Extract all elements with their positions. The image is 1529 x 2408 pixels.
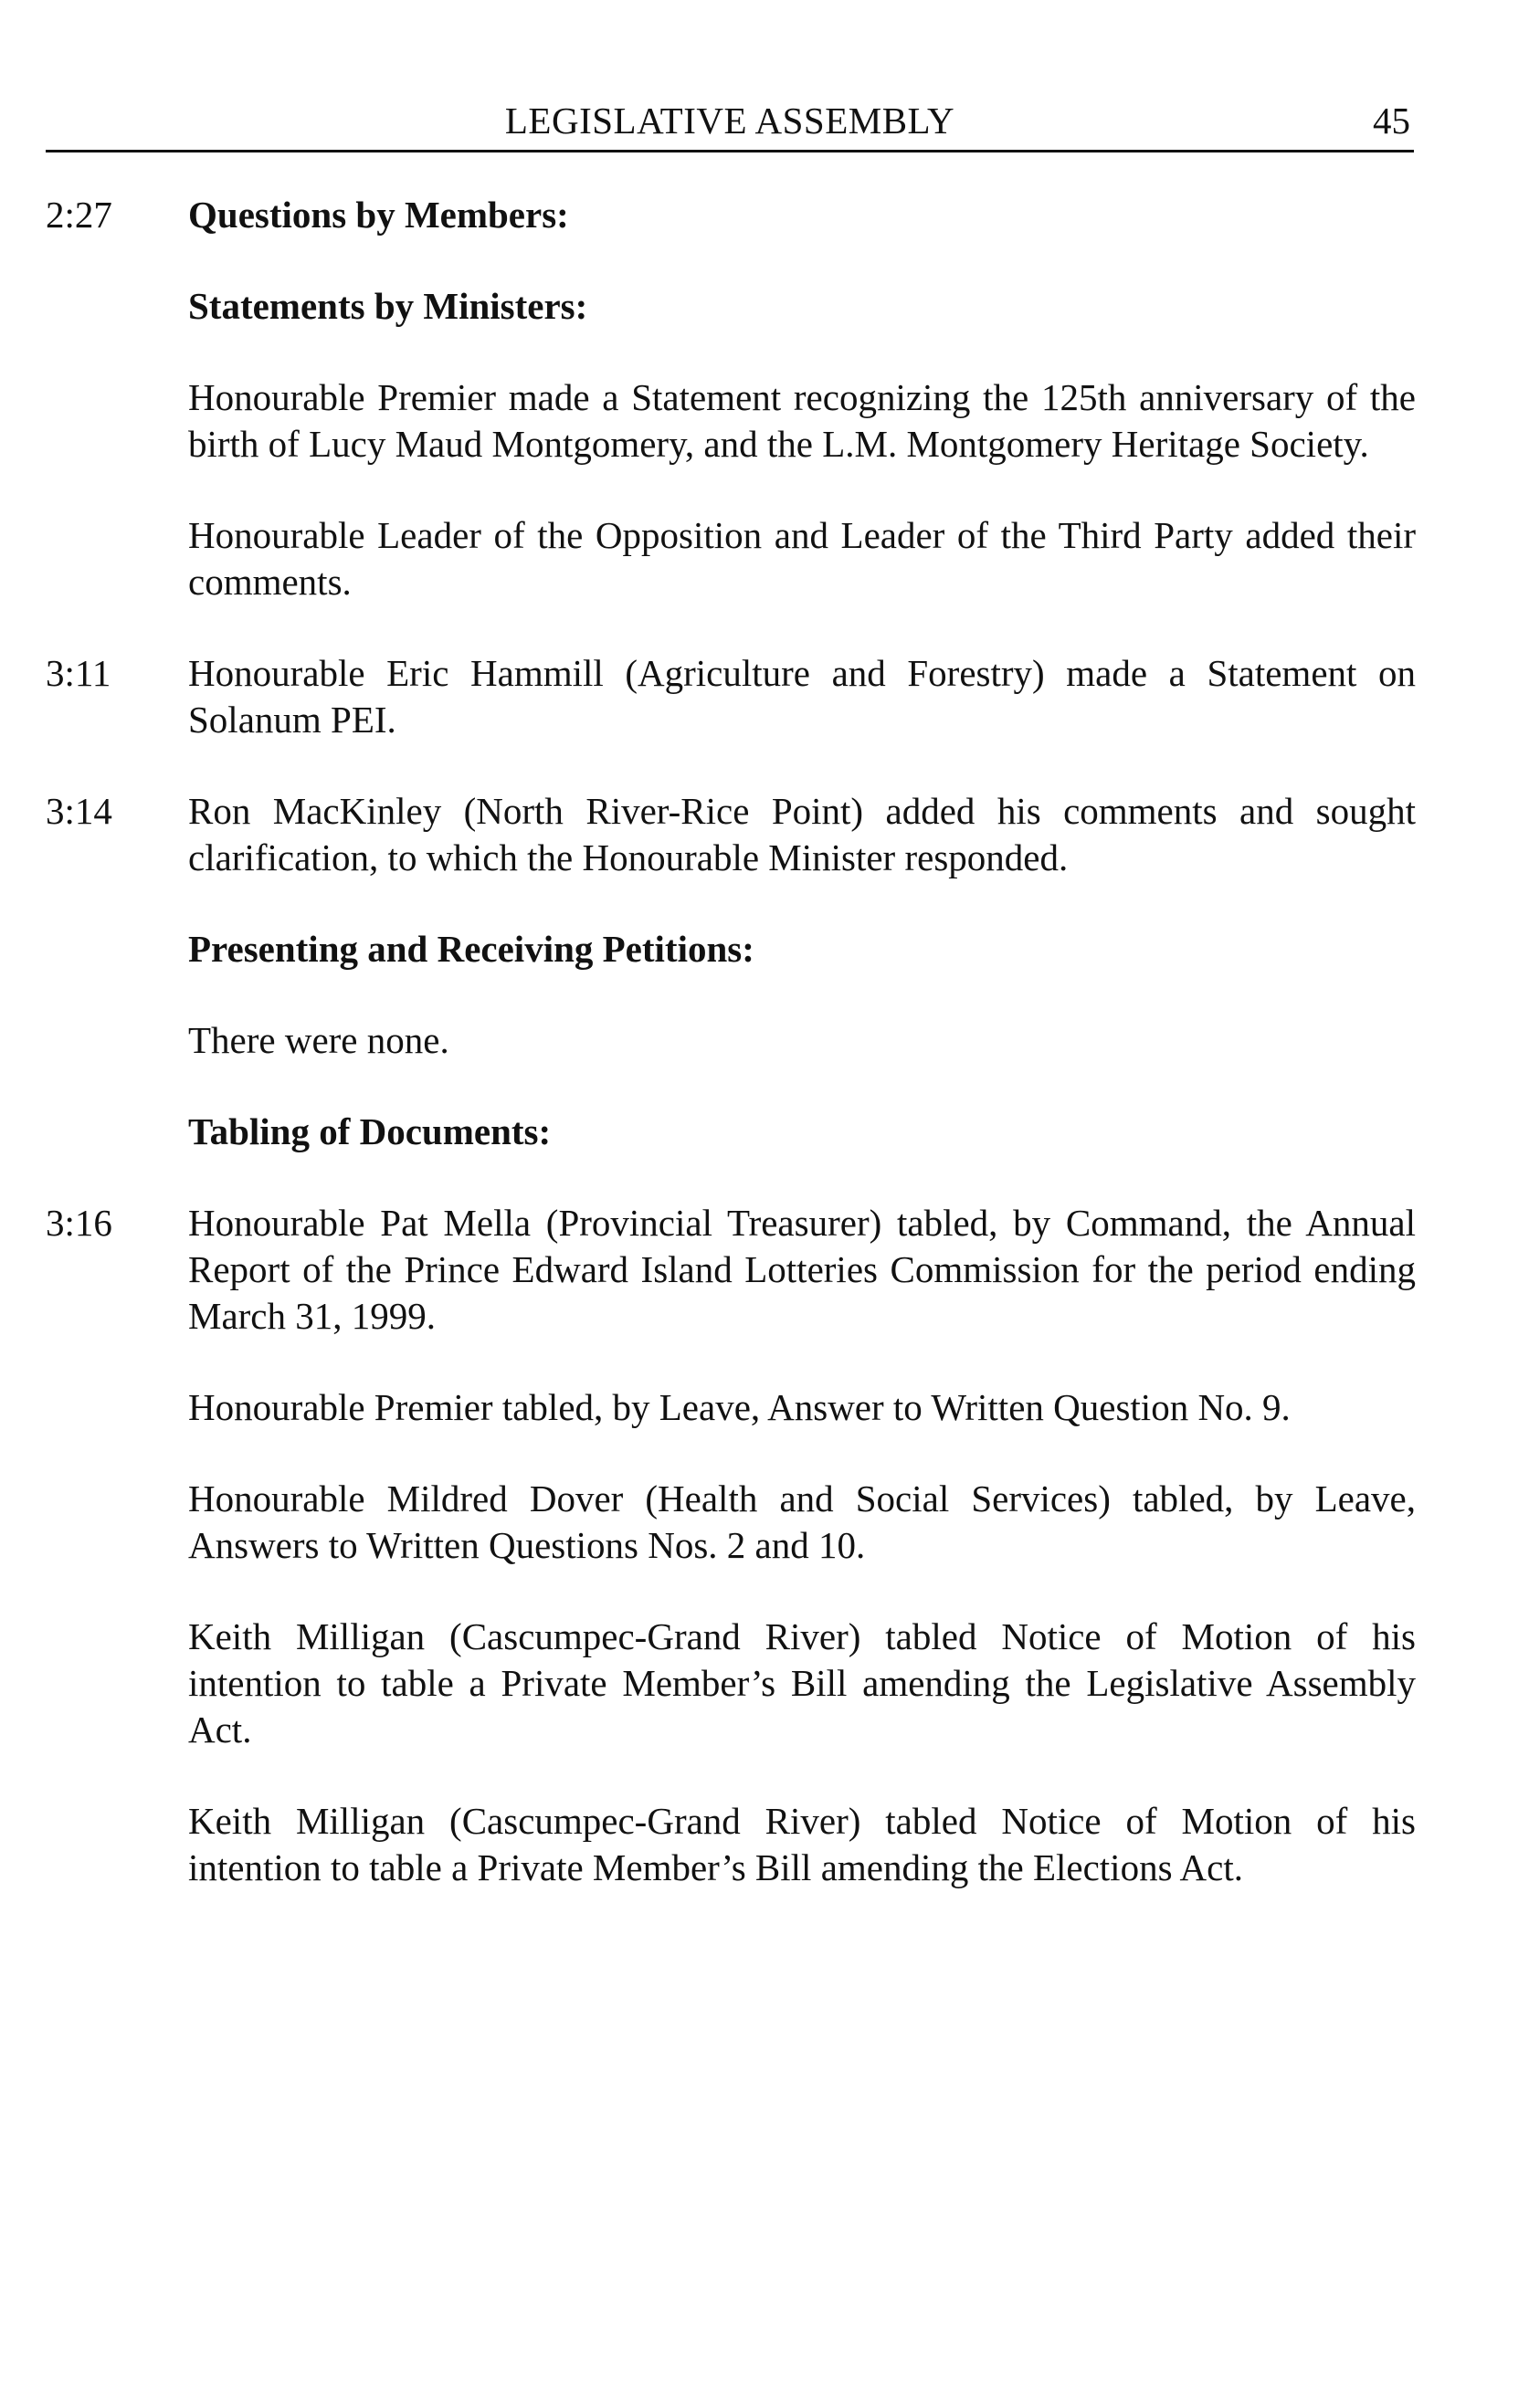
section-heading: Tabling of Documents: — [188, 1110, 552, 1152]
proceeding-entry — [46, 1017, 1416, 1064]
entry-time: 3:14 — [46, 790, 112, 832]
proceedings-list — [46, 192, 1416, 1891]
proceeding-entry — [46, 512, 1416, 605]
entry-text: Honourable Premier made a Statement recognizing the 125th anniversary of the birth of Lucy Maud Montgomery, and the L.M. Montgomery Heritage Society. — [188, 376, 1416, 465]
proceeding-entry — [46, 192, 1416, 238]
entry-text: Keith Milligan (Cascumpec-Grand River) tabled Notice of Motion of his intention to table a Private Member’s Bill amending the Elections Act. — [188, 1800, 1416, 1888]
entry-text: Honourable Eric Hammill (Agriculture and Forestry) made a Statement on Solanum PEI. — [188, 652, 1416, 741]
proceeding-entry — [46, 788, 1416, 881]
proceeding-entry — [46, 650, 1416, 743]
header-title: LEGISLATIVE ASSEMBLY — [504, 100, 955, 142]
entry-text: Honourable Mildred Dover (Health and Social Services) tabled, by Leave, Answers to Written Questions Nos. 2 and 10. — [188, 1477, 1416, 1566]
entry-text: Honourable Premier tabled, by Leave, Answer to Written Question No. 9. — [188, 1386, 1291, 1428]
section-heading: Questions by Members: — [188, 194, 569, 236]
entry-text: Honourable Leader of the Opposition and Leader of the Third Party added their comments. — [188, 514, 1416, 603]
proceeding-entry — [46, 1384, 1416, 1431]
proceeding-entry — [46, 1614, 1416, 1753]
entry-time: 2:27 — [46, 194, 112, 236]
proceeding-entry — [46, 1476, 1416, 1569]
entry-text: Honourable Pat Mella (Provincial Treasurer) tabled, by Command, the Annual Report of the Prince Edward Island Lotteries Commission for the period ending March 31, 1999. — [188, 1202, 1416, 1337]
page-number: 45 — [1373, 100, 1410, 142]
page-header — [46, 93, 1414, 152]
entry-text: Keith Milligan (Cascumpec-Grand River) tabled Notice of Motion of his intention to table a Private Member’s Bill amending the Legislative Assembly Act. — [188, 1615, 1416, 1751]
entry-time: 3:16 — [46, 1202, 112, 1244]
section-heading: Presenting and Receiving Petitions: — [188, 928, 754, 970]
entry-time: 3:11 — [46, 652, 111, 694]
entry-text: There were none. — [188, 1019, 449, 1061]
proceeding-entry — [46, 283, 1416, 330]
proceeding-entry — [46, 1798, 1416, 1891]
proceeding-entry — [46, 1109, 1416, 1155]
section-heading: Statements by Ministers: — [188, 285, 588, 327]
proceeding-entry — [46, 1200, 1416, 1340]
proceeding-entry — [46, 926, 1416, 973]
entry-text: Ron MacKinley (North River-Rice Point) added his comments and sought clarification, to which the Honourable Minister responded. — [188, 790, 1416, 878]
proceeding-entry — [46, 374, 1416, 468]
